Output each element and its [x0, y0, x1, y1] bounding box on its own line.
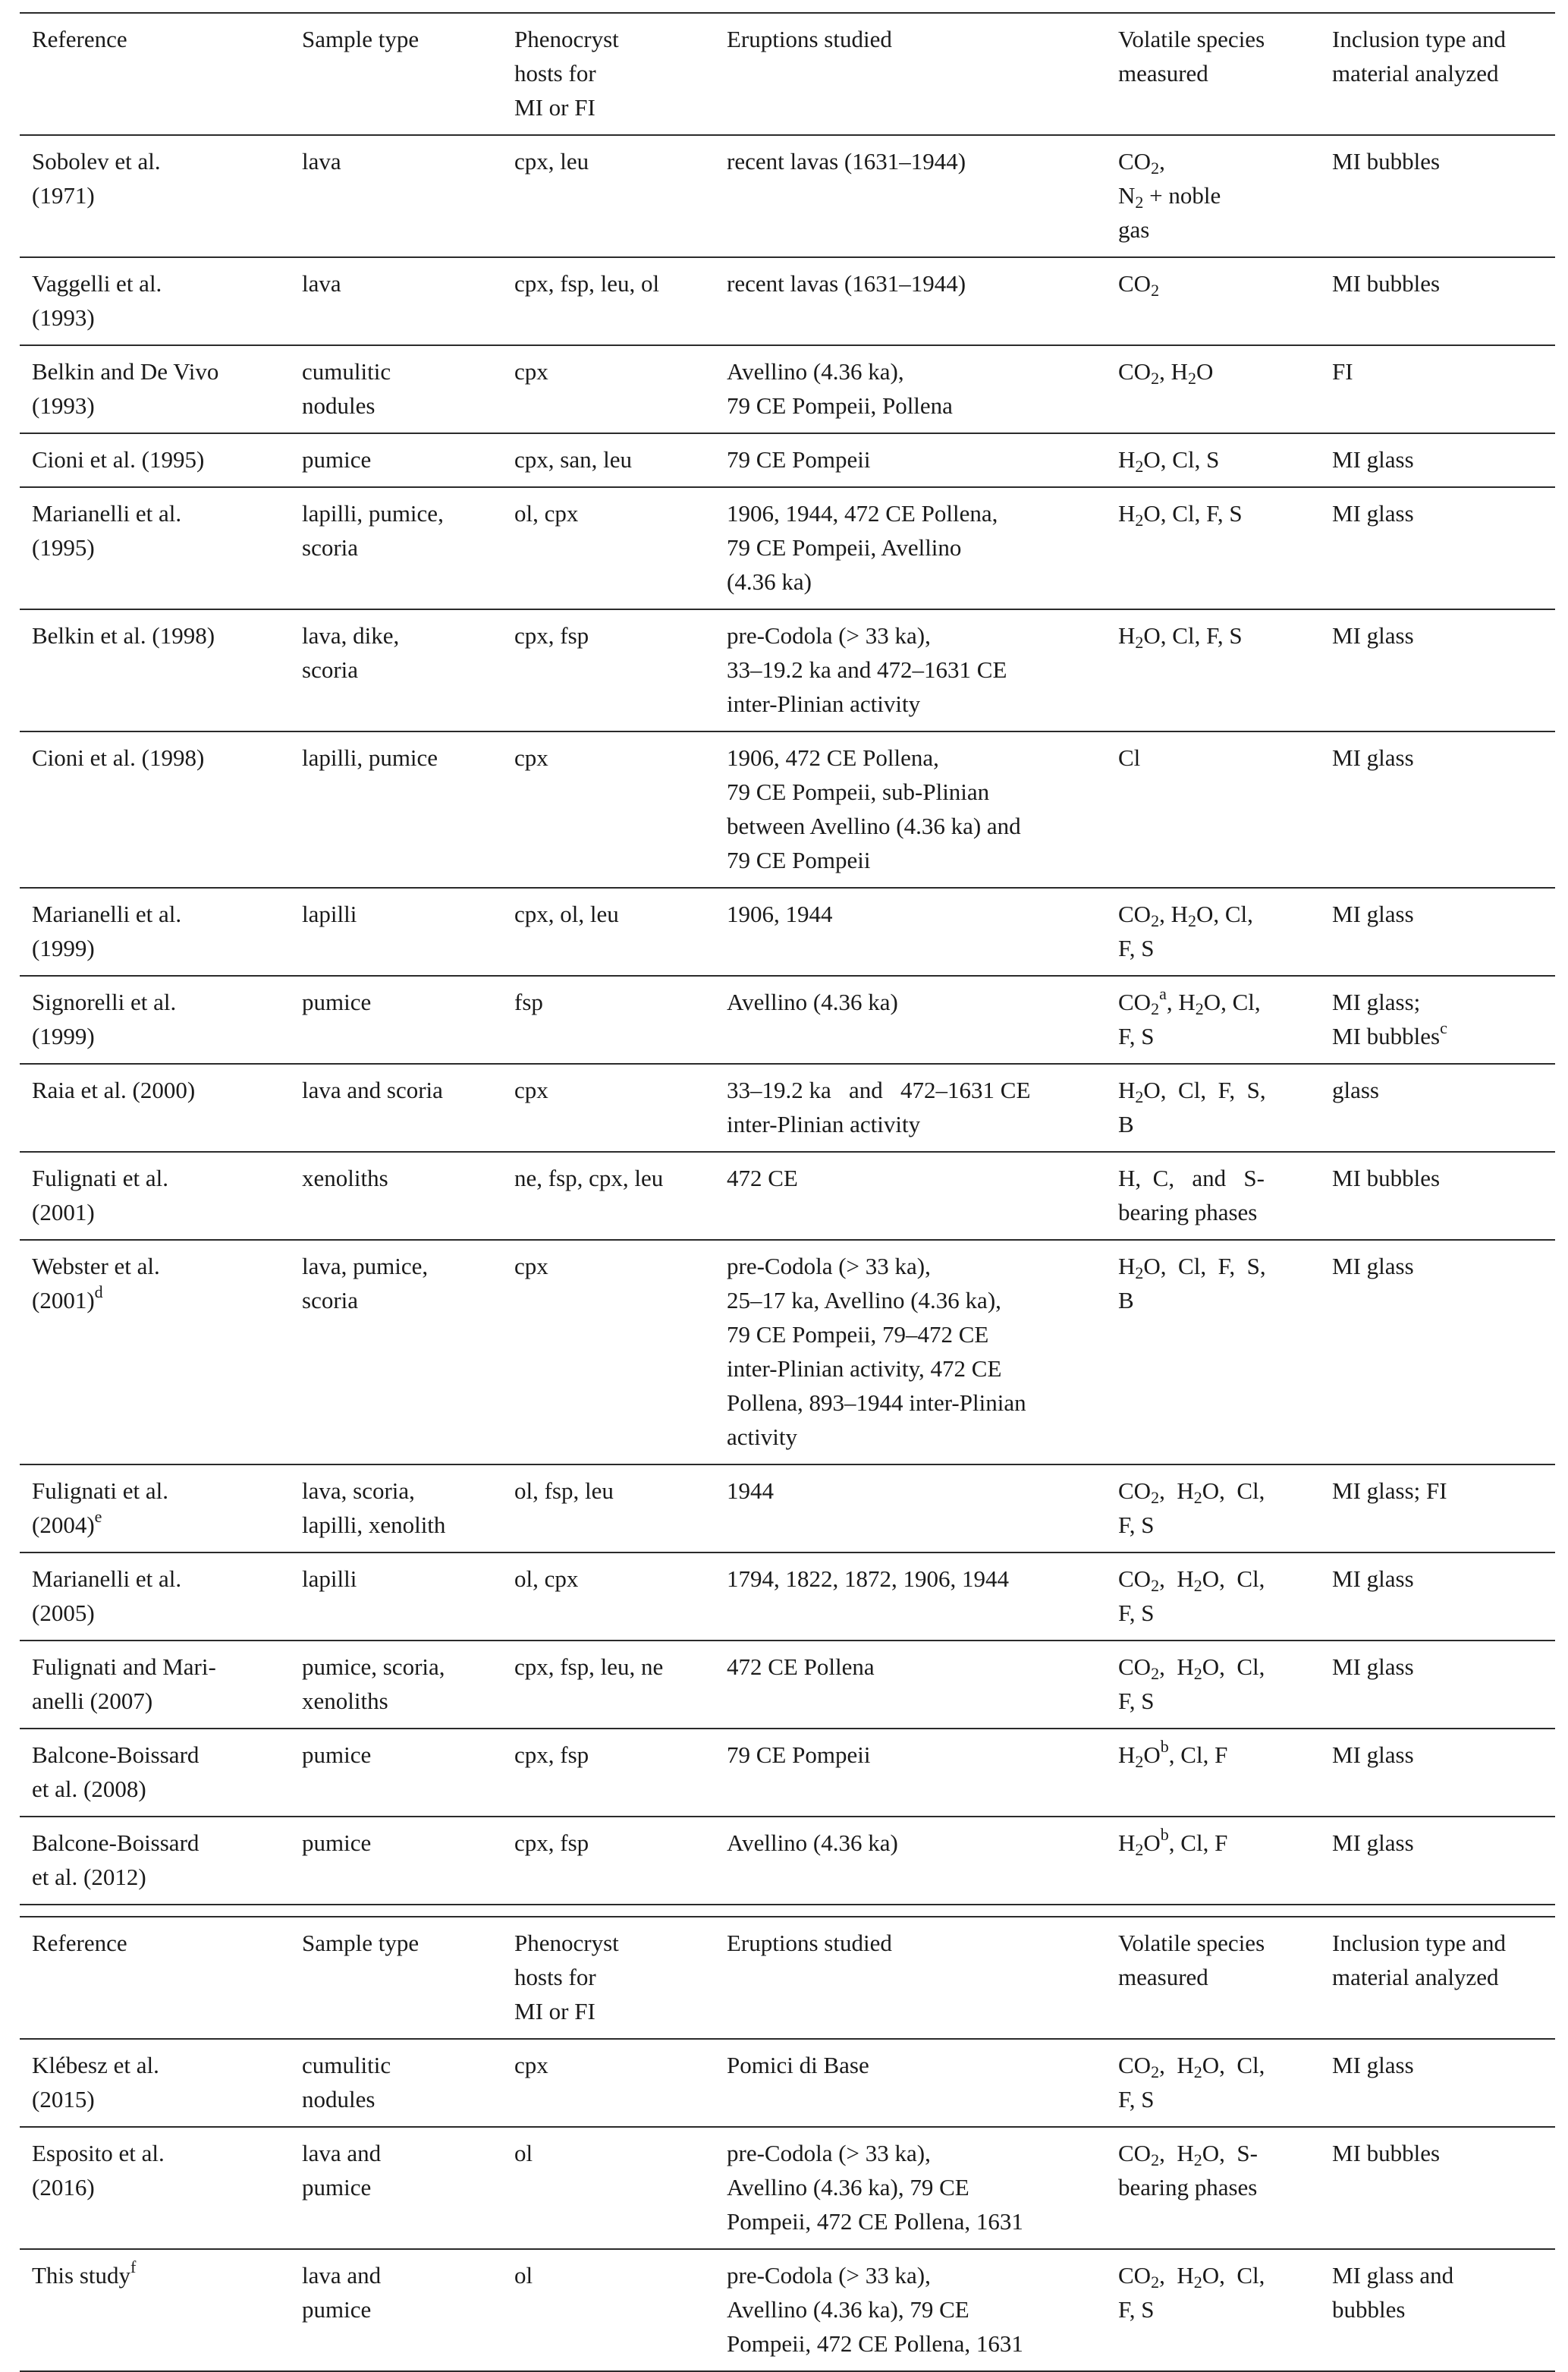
- cell-inclusion-type: MI bubbles: [1332, 148, 1441, 175]
- cell-inclusion-type: MI glass and bubbles: [1332, 2262, 1454, 2323]
- table-row: [20, 2127, 1555, 2249]
- cell-phenocryst-hosts: cpx: [514, 358, 548, 385]
- cell-phenocryst-hosts: ol: [514, 2262, 533, 2289]
- cell-reference: Sobolev et al. (1971): [32, 148, 161, 209]
- table-row: [20, 1240, 1555, 1464]
- cell-inclusion-type: MI bubbles: [1332, 270, 1441, 297]
- table-row: [20, 487, 1555, 609]
- cell-reference: Marianelli et al. (1995): [32, 500, 182, 561]
- cell-volatile-species: Cl: [1118, 744, 1141, 771]
- cell-reference: Fulignati et al. $(2004)^e$: [32, 1477, 168, 1538]
- cell-sample-type: cumulitic nodules: [302, 358, 391, 419]
- cell-phenocryst-hosts: cpx: [514, 1077, 548, 1103]
- cell-inclusion-type: MI glass: [1332, 622, 1414, 649]
- header-phenocryst-hosts: Phenocryst hosts for MI or FI: [514, 1930, 619, 2024]
- cell-volatile-species: $CO_2$, $N_2$ + noble gas: [1118, 148, 1221, 243]
- cell-volatile-species: $H_2O$, Cl, F, S, B: [1118, 1253, 1266, 1313]
- cell-inclusion-type: MI glass: [1332, 901, 1414, 927]
- cell-phenocryst-hosts: ol, cpx: [514, 1565, 579, 1592]
- cell-sample-type: pumice: [302, 1829, 372, 1856]
- cell-reference: Klébesz et al. (2015): [32, 2052, 159, 2112]
- table-header-row: [20, 1917, 1555, 2039]
- cell-phenocryst-hosts: cpx: [514, 2052, 548, 2078]
- header-reference: Reference: [32, 26, 127, 52]
- header-phenocryst-hosts: Phenocryst hosts for MI or FI: [514, 26, 619, 121]
- cell-phenocryst-hosts: cpx: [514, 1253, 548, 1279]
- cell-sample-type: lava, scoria, lapilli, xenolith: [302, 1477, 446, 1538]
- header-sample-type: Sample type: [302, 26, 419, 52]
- cell-inclusion-type: MI bubbles: [1332, 2140, 1441, 2166]
- table-body-part-2: [20, 2039, 1555, 2371]
- table-row: [20, 433, 1555, 487]
- cell-sample-type: lava: [302, 270, 341, 297]
- cell-inclusion-type: MI glass: [1332, 1653, 1414, 1680]
- cell-inclusion-type: MI glass: [1332, 446, 1414, 473]
- cell-eruptions-studied: 79 CE Pompeii: [727, 1741, 871, 1768]
- cell-volatile-species: $CO_2$, $H_2O$, Cl, F, S: [1118, 2052, 1265, 2112]
- cell-reference: Marianelli et al. (2005): [32, 1565, 182, 1626]
- cell-phenocryst-hosts: cpx, fsp: [514, 1741, 589, 1768]
- cell-reference: Belkin et al. (1998): [32, 622, 215, 649]
- table-row: [20, 1464, 1555, 1552]
- header-inclusion-type: Inclusion type and material analyzed: [1332, 1930, 1507, 1990]
- cell-eruptions-studied: 1906, 1944: [727, 901, 833, 927]
- cell-volatile-species: $CO_2$, $H_2O$, Cl, F, S: [1118, 901, 1253, 961]
- cell-eruptions-studied: recent lavas (1631–1944): [727, 148, 966, 175]
- cell-sample-type: lava, pumice, scoria: [302, 1253, 429, 1313]
- header-volatile-species: Volatile species measured: [1118, 1930, 1265, 1990]
- cell-phenocryst-hosts: ne, fsp, cpx, leu: [514, 1165, 664, 1191]
- cell-eruptions-studied: Avellino (4.36 ka), 79 CE Pompeii, Pollena: [727, 358, 953, 419]
- cell-eruptions-studied: pre-Codola (> 33 ka), 33–19.2 ka and 472–1631 CE inter-Plinian activity: [727, 622, 1007, 717]
- cell-sample-type: lava: [302, 148, 341, 175]
- cell-reference: Marianelli et al. (1999): [32, 901, 182, 961]
- cell-sample-type: cumulitic nodules: [302, 2052, 391, 2112]
- cell-eruptions-studied: pre-Codola (> 33 ka), Avellino (4.36 ka), 79 CE Pompeii, 472 CE Pollena, 1631: [727, 2140, 1023, 2235]
- cell-reference: Esposito et al. (2016): [32, 2140, 165, 2201]
- cell-volatile-species: $CO_2$, $H_2O$, Cl, F, S: [1118, 1565, 1265, 1626]
- cell-sample-type: lapilli, pumice: [302, 744, 438, 771]
- cell-volatile-species: $CO_2$, $H_2O$, Cl, F, S: [1118, 2262, 1265, 2323]
- cell-reference: Balcone-Boissard et al. (2012): [32, 1829, 200, 1890]
- cell-inclusion-type: FI: [1332, 358, 1353, 385]
- cell-sample-type: pumice: [302, 446, 372, 473]
- cell-phenocryst-hosts: cpx, san, leu: [514, 446, 632, 473]
- cell-inclusion-type: glass: [1332, 1077, 1379, 1103]
- cell-sample-type: lava, dike, scoria: [302, 622, 400, 683]
- header-inclusion-type: Inclusion type and material analyzed: [1332, 26, 1507, 87]
- cell-inclusion-type: MI glass: [1332, 1741, 1414, 1768]
- cell-volatile-species: $CO_2$, $H_2O$, Cl, F, S: [1118, 1653, 1265, 1714]
- cell-reference: Cioni et al. (1998): [32, 744, 205, 771]
- cell-eruptions-studied: 1906, 1944, 472 CE Pollena, 79 CE Pompeii, Avellino (4.36 ka): [727, 500, 998, 595]
- cell-sample-type: lapilli: [302, 1565, 357, 1592]
- cell-reference: Vaggelli et al. (1993): [32, 270, 162, 331]
- cell-inclusion-type: MI glass: [1332, 500, 1414, 527]
- cell-volatile-species: $H_2O$, Cl, S: [1118, 446, 1220, 476]
- cell-volatile-species: $CO_2$, $H_2O$, S- bearing phases: [1118, 2140, 1258, 2201]
- header-volatile-species: Volatile species measured: [1118, 26, 1265, 87]
- cell-phenocryst-hosts: cpx: [514, 744, 548, 771]
- literature-table-part-2: [20, 1916, 1555, 2372]
- table-row: [20, 257, 1555, 345]
- cell-eruptions-studied: Avellino (4.36 ka): [727, 1829, 898, 1856]
- header-sample-type: Sample type: [302, 1930, 419, 1956]
- cell-phenocryst-hosts: cpx, fsp: [514, 622, 589, 649]
- cell-phenocryst-hosts: ol: [514, 2140, 533, 2166]
- table-row: [20, 135, 1555, 257]
- cell-volatile-species: $H_2O$, Cl, F, S: [1118, 622, 1243, 652]
- cell-reference: Fulignati and Mari- anelli (2007): [32, 1653, 216, 1714]
- cell-eruptions-studied: 472 CE: [727, 1165, 798, 1191]
- cell-eruptions-studied: 33–19.2 ka and 472–1631 CE inter-Plinian activity: [727, 1077, 1031, 1137]
- cell-reference: Webster et al. $(2001)^d$: [32, 1253, 160, 1313]
- table-row: [20, 1641, 1555, 1729]
- table-row: [20, 1729, 1555, 1817]
- cell-reference: Belkin and De Vivo (1993): [32, 358, 219, 419]
- table-row: [20, 976, 1555, 1064]
- cell-sample-type: xenoliths: [302, 1165, 388, 1191]
- cell-reference: This study$^f$: [32, 2257, 137, 2289]
- cell-phenocryst-hosts: ol, fsp, leu: [514, 1477, 614, 1504]
- cell-phenocryst-hosts: ol, cpx: [514, 500, 579, 527]
- table-row: [20, 345, 1555, 433]
- cell-inclusion-type: MI glass: [1332, 744, 1414, 771]
- table-row: [20, 888, 1555, 976]
- cell-inclusion-type: MI glass: [1332, 1829, 1414, 1856]
- cell-volatile-species: $H_2O^b$, Cl, F: [1118, 1825, 1228, 1859]
- header-reference: Reference: [32, 1930, 127, 1956]
- cell-reference: Signorelli et al. (1999): [32, 989, 177, 1049]
- cell-sample-type: pumice: [302, 989, 372, 1015]
- cell-phenocryst-hosts: cpx, fsp, leu, ne: [514, 1653, 664, 1680]
- cell-sample-type: lapilli, pumice, scoria: [302, 500, 444, 561]
- cell-phenocryst-hosts: cpx, fsp: [514, 1829, 589, 1856]
- literature-table-part-1: [20, 12, 1555, 1905]
- cell-volatile-species: H, C, and S- bearing phases: [1118, 1165, 1265, 1225]
- table-row: [20, 609, 1555, 731]
- cell-eruptions-studied: pre-Codola (> 33 ka), 25–17 ka, Avellino (4.36 ka), 79 CE Pompeii, 79–472 CE inter-Plinian activity, 472 CE Pollena, 893–1944 inter-Plinian activity: [727, 1253, 1026, 1450]
- table-row: [20, 2039, 1555, 2127]
- cell-eruptions-studied: 1944: [727, 1477, 774, 1504]
- cell-sample-type: lapilli: [302, 901, 357, 927]
- table-row: [20, 1817, 1555, 1905]
- cell-inclusion-type: MI glass: [1332, 1565, 1414, 1592]
- cell-volatile-species: $CO_2$: [1118, 270, 1160, 300]
- cell-phenocryst-hosts: cpx, leu: [514, 148, 589, 175]
- cell-sample-type: lava and pumice: [302, 2262, 382, 2323]
- cell-inclusion-type: MI glass: [1332, 2052, 1414, 2078]
- cell-eruptions-studied: Pomici di Base: [727, 2052, 869, 2078]
- cell-eruptions-studied: recent lavas (1631–1944): [727, 270, 966, 297]
- cell-sample-type: pumice: [302, 1741, 372, 1768]
- cell-eruptions-studied: 1906, 472 CE Pollena, 79 CE Pompeii, sub-Plinian between Avellino (4.36 ka) and 79 CE Pompeii: [727, 744, 1021, 873]
- literature-table-document: [20, 12, 1555, 2372]
- table-row: [20, 1064, 1555, 1152]
- table-row: [20, 2249, 1555, 2371]
- cell-volatile-species: $CO_2$, $H_2O$: [1118, 358, 1214, 388]
- cell-sample-type: pumice, scoria, xenoliths: [302, 1653, 445, 1714]
- cell-inclusion-type: MI bubbles: [1332, 1165, 1441, 1191]
- cell-sample-type: lava and scoria: [302, 1077, 443, 1103]
- cell-phenocryst-hosts: cpx, ol, leu: [514, 901, 619, 927]
- cell-volatile-species: $H_2O^b$, Cl, F: [1118, 1737, 1228, 1771]
- cell-inclusion-type: MI glass; MI bubbles$^c$: [1332, 989, 1447, 1049]
- cell-volatile-species: $H_2O$, Cl, F, S: [1118, 500, 1243, 530]
- cell-eruptions-studied: pre-Codola (> 33 ka), Avellino (4.36 ka), 79 CE Pompeii, 472 CE Pollena, 1631: [727, 2262, 1023, 2357]
- cell-phenocryst-hosts: fsp: [514, 989, 543, 1015]
- cell-volatile-species: $CO_2$, $H_2O$, Cl, F, S: [1118, 1477, 1265, 1538]
- cell-eruptions-studied: Avellino (4.36 ka): [727, 989, 898, 1015]
- cell-phenocryst-hosts: cpx, fsp, leu, ol: [514, 270, 660, 297]
- cell-reference: Balcone-Boissard et al. (2008): [32, 1741, 200, 1802]
- table-row: [20, 1152, 1555, 1240]
- cell-inclusion-type: MI glass: [1332, 1253, 1414, 1279]
- cell-reference: Raia et al. (2000): [32, 1077, 196, 1103]
- table-header-row: [20, 13, 1555, 135]
- cell-inclusion-type: MI glass; FI: [1332, 1477, 1447, 1504]
- cell-reference: Fulignati et al. (2001): [32, 1165, 168, 1225]
- table-row: [20, 731, 1555, 888]
- header-eruptions-studied: Eruptions studied: [727, 1930, 892, 1956]
- table-row: [20, 1552, 1555, 1641]
- cell-reference: Cioni et al. (1995): [32, 446, 205, 473]
- cell-eruptions-studied: 1794, 1822, 1872, 1906, 1944: [727, 1565, 1009, 1592]
- cell-eruptions-studied: 79 CE Pompeii: [727, 446, 871, 473]
- cell-eruptions-studied: 472 CE Pollena: [727, 1653, 875, 1680]
- cell-volatile-species: $H_2O$, Cl, F, S, B: [1118, 1077, 1266, 1137]
- table-body-part-1: [20, 135, 1555, 1905]
- header-eruptions-studied: Eruptions studied: [727, 26, 892, 52]
- cell-volatile-species: $CO_2^a$, $H_2O$, Cl, F, S: [1118, 984, 1261, 1049]
- cell-sample-type: lava and pumice: [302, 2140, 382, 2201]
